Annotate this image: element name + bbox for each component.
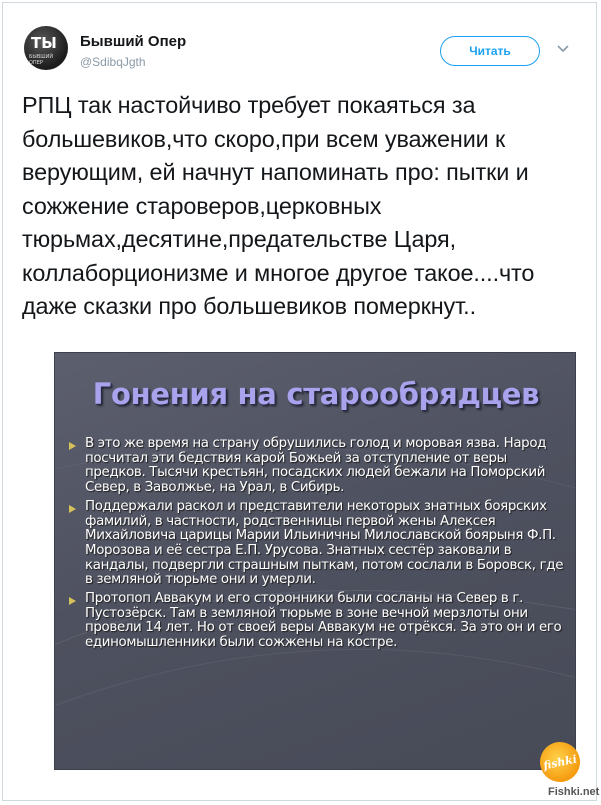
- bullet-text: Протопоп Аввакум и его сторонники были сосланы на Север в г. Пустозёрск. Там в земляной тюрьме в зоне вечной мерзлоты они провели 14 лет. Но от своей веры Аввакум не отрёкся. За это он и его единомышленники были сожжены на костре.: [85, 591, 562, 651]
- fishki-logo-text: fishki: [542, 752, 578, 772]
- bullet-text: В это же время на страну обрушились голод и моровая язва. Народ посчитал эти бедствия карой Божьей за отступление от веры предков. Тысячи крестьян, посадских людей бежали на Поморский Север, в Заволжье, на Урал, в Сибирь.: [85, 436, 547, 496]
- slide-image: [54, 352, 576, 770]
- bullet-text: Поддержали раскол и представители некоторых знатных боярских фамилий, в частности, родственницы первой жены Алексея Михайловича царицы Марии Ильиничны Милославской боярыня Ф.П. Морозова и её сестра Е.П. Урусова. Знатных сестёр заковали в кандалы, подвергли страшным пыткам, потом сослали в Боровск, где в земляной тюрьме они и умерли.: [85, 498, 564, 588]
- chevron-down-icon[interactable]: [556, 42, 570, 56]
- author-handle[interactable]: @SdibqJgth: [80, 55, 146, 69]
- slide-bullet: [69, 592, 569, 651]
- watermark-site: Fishki.net: [548, 786, 600, 798]
- slide-bullet: [69, 500, 569, 588]
- avatar-text: ТЫ: [31, 34, 57, 52]
- avatar-subtext: БЫВШИЙ ОПЕР: [29, 54, 54, 66]
- slide-bullet: [69, 437, 569, 496]
- avatar[interactable]: [24, 26, 68, 70]
- bullet-arrow-icon: [69, 442, 76, 450]
- slide-title: Гонения на старообрядцев: [92, 377, 540, 411]
- follow-button[interactable]: Читать: [440, 36, 540, 66]
- slide-bullets: [69, 437, 569, 655]
- author-name[interactable]: Бывший Опер: [80, 33, 187, 50]
- bullet-arrow-icon: [69, 597, 76, 605]
- bullet-arrow-icon: [69, 505, 76, 513]
- tweet-text: РПЦ так настойчиво требует покаяться за большевиков,что скоро,при всем уважении к верующим, ей начнут напоминать про: пытки и сожжение староверов,церковных тюрьмах,десятине,предательстве Царя, коллаборционизме и многое другое такое....что даже сказки про большевиков померкнут..: [22, 92, 535, 319]
